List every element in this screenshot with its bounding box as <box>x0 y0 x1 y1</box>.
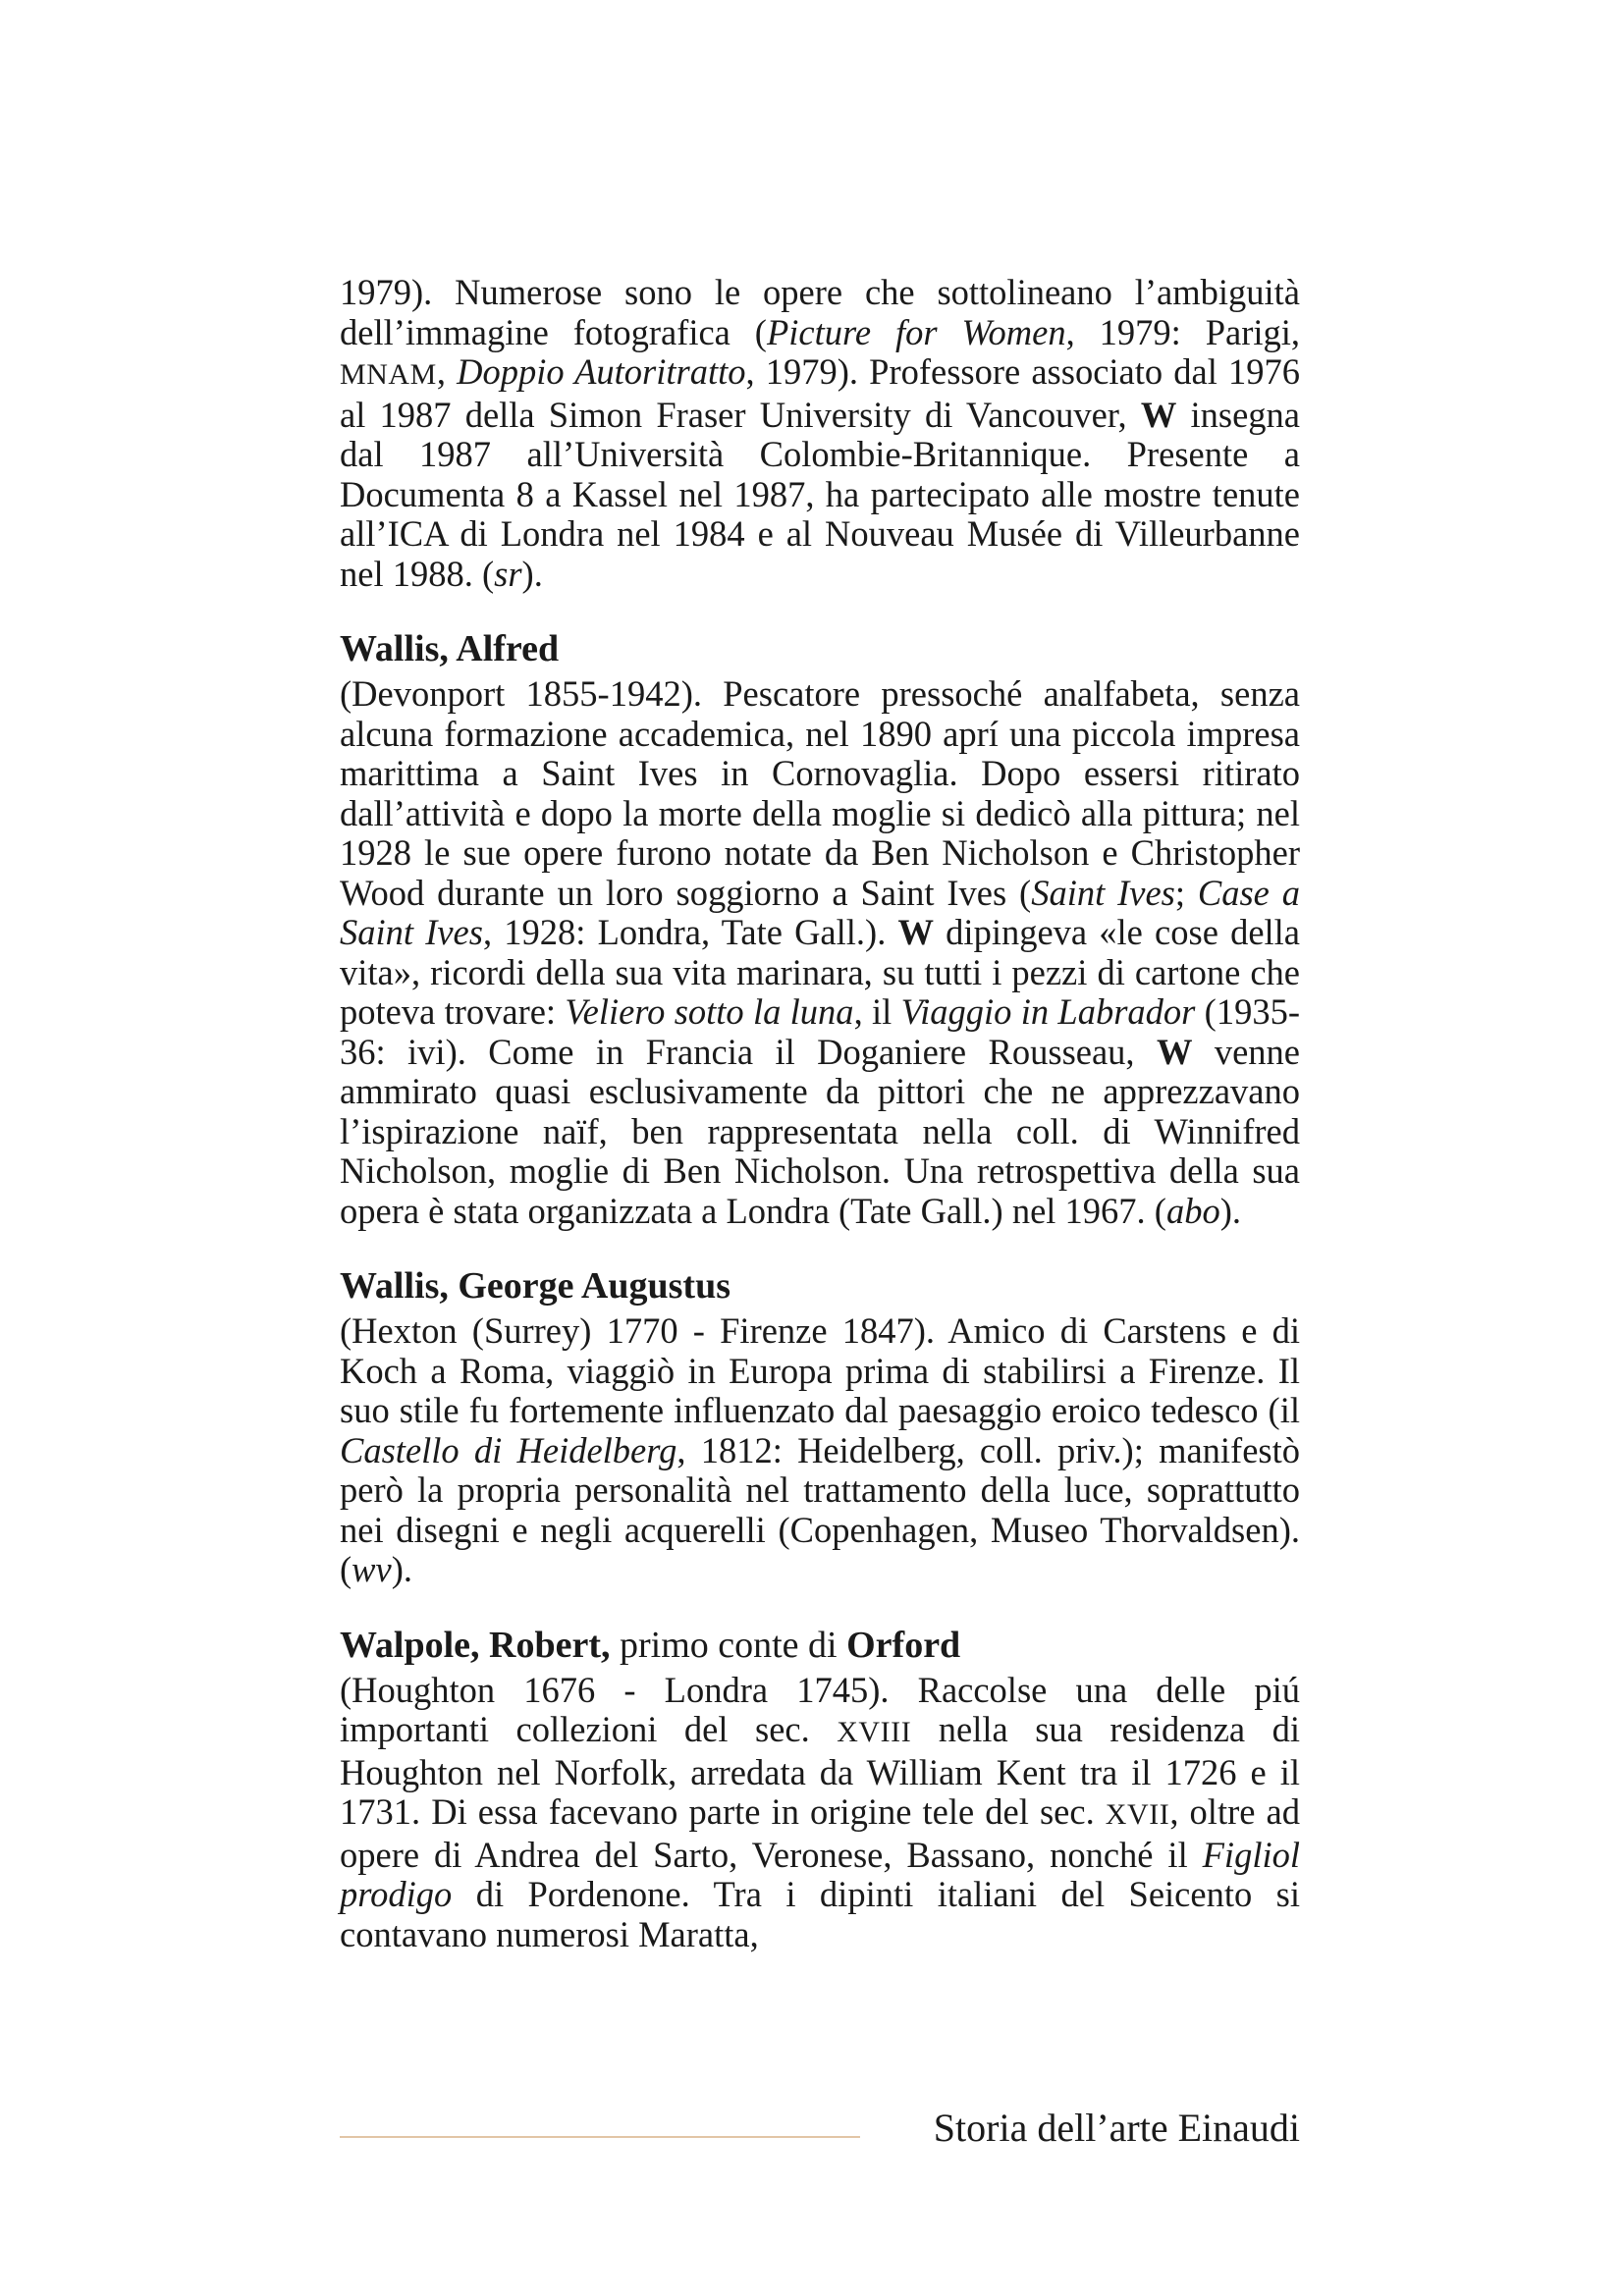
artwork-title: Doppio Autoritratto <box>457 351 746 392</box>
author-signature: wv <box>352 1549 392 1589</box>
artwork-title: Figliol prodigo <box>340 1834 1300 1914</box>
author-signature: abo <box>1165 1190 1220 1231</box>
entry-body <box>340 1311 1300 1590</box>
text-run: ). <box>391 1549 412 1589</box>
text-run: nella sua residenza di Houghton nel Norfolk, arredata da William Kent tra il 1726 e il 1731. Di essa facevano parte in origine tele del sec. <box>340 1709 1300 1832</box>
entry-name: Wallis, Alfred <box>340 628 560 669</box>
page-footer <box>340 2101 1300 2160</box>
century-numeral: XVIII <box>837 1716 912 1748</box>
entry-title-name: Orford <box>846 1624 961 1666</box>
text-run: , 1928: Londra, Tate Gall.). <box>482 912 898 952</box>
text-run: 1979). Numerose sono le opere che sottolineano l’ambiguità dell’immagine fotografica ( <box>340 272 1300 352</box>
text-run: (Devonport 1855-1942). Pescatore pressoché analfabeta, senza alcuna formazione accademica, nel 1890 aprí una piccola impresa marittima a Saint Ives in Cornovaglia. Dopo essersi ritirato dall’attività e dopo la morte della moglie si dedicò alla pittura; nel 1928 le sue opere furono notate da Ben Nicholson e Christopher Wood durante un loro soggiorno a Saint Ives ( <box>340 673 1300 913</box>
text-run: (1935-36: ivi). Come in Francia il Doganiere Rousseau, <box>340 991 1300 1072</box>
entry-body <box>340 674 1300 1231</box>
text-run: , il <box>853 991 901 1032</box>
artwork-title: Saint Ives <box>1031 872 1175 913</box>
artwork-title: Castello di Heidelberg <box>340 1429 677 1470</box>
entry-name: Walpole, Robert, <box>340 1624 611 1666</box>
artist-initial: W <box>897 912 934 952</box>
text-run: (Hexton (Surrey) 1770 - Firenze 1847). Amico di Carstens e di Koch a Roma, viaggiò in Europa prima di stabilirsi a Firenze. Il suo stile fu fortemente influenzato dal paesaggio eroico tedesco (il <box>340 1310 1300 1430</box>
text-run: dipingeva «le cose della vita», ricordi della sua vita marinara, su tutti i pezzi di cartone che poteva trovare: <box>340 912 1300 1032</box>
century-numeral: XVII <box>1105 1798 1170 1831</box>
entry-body <box>340 1671 1300 1955</box>
text-run: (Houghton 1676 - Londra 1745). Raccolse una delle piú importanti collezioni del sec. <box>340 1669 1300 1749</box>
artwork-title: Viaggio in Labrador <box>900 991 1196 1032</box>
artist-initial: W <box>1156 1031 1193 1072</box>
text-run: venne ammirato quasi esclusivamente da pittori che ne apprezzavano l’ispirazione naïf, ben rappresentata nella coll. di Winnifred Nicholson, moglie di Ben Nicholson. Una retrospettiva della sua opera è stata organizzata a Londra (Tate Gall.) nel 1967. ( <box>340 1031 1300 1231</box>
entry-wallis-alfred <box>340 627 1300 1231</box>
text-run: ; <box>1174 872 1198 913</box>
text-run: di Pordenone. Tra i dipinti italiani del Seicento si contavano numerosi Maratta, <box>340 1874 1300 1954</box>
entry-name: Wallis, George Augustus <box>340 1265 730 1307</box>
artwork-title: Case a Saint Ives <box>340 872 1300 952</box>
intro-paragraph <box>340 273 1300 594</box>
footer-rule <box>340 2136 860 2138</box>
entry-heading <box>340 1624 1300 1667</box>
text-run: , 1812: Heidelberg, coll. priv.); manifestò però la propria personalità nel trattamento della luce, soprattutto nei disegni e negli acquerelli (Copenhagen, Museo Thorvaldsen). ( <box>340 1429 1301 1589</box>
entry-heading <box>340 627 1300 670</box>
text-run: , 1979). Professore associato dal 1976 al 1987 della Simon Fraser University di Vancouver, <box>340 351 1301 435</box>
text-run: , 1979: Parigi, <box>1065 311 1301 352</box>
footer-publication-title: Storia dell’arte Einaudi <box>933 2106 1300 2150</box>
author-signature: sr <box>494 553 522 594</box>
institution-abbrev: MNAM <box>340 358 437 391</box>
text-run: ). <box>521 553 543 594</box>
entry-title-text: primo conte di <box>610 1624 847 1666</box>
text-column <box>340 273 1300 1954</box>
text-run: , oltre ad opere di Andrea del Sarto, Veronese, Bassano, nonché il <box>340 1791 1300 1875</box>
text-run: ). <box>1219 1190 1241 1231</box>
artwork-title: Veliero sotto la luna <box>565 991 854 1032</box>
entry-wallis-george-augustus <box>340 1264 1300 1590</box>
entry-walpole-robert <box>340 1624 1300 1955</box>
entry-heading <box>340 1264 1300 1308</box>
text-run: insegna dal 1987 all’Università Colombie-Britannique. Presente a Documenta 8 a Kassel nel 1987, ha partecipato alle mostre tenute all’ICA di Londra nel 1984 e al Nouveau Musée di Villeurbanne nel 1988. ( <box>340 394 1300 594</box>
artist-initial: W <box>1140 394 1177 435</box>
artwork-title: Picture for Women <box>766 311 1066 352</box>
text-run: , <box>436 351 458 392</box>
